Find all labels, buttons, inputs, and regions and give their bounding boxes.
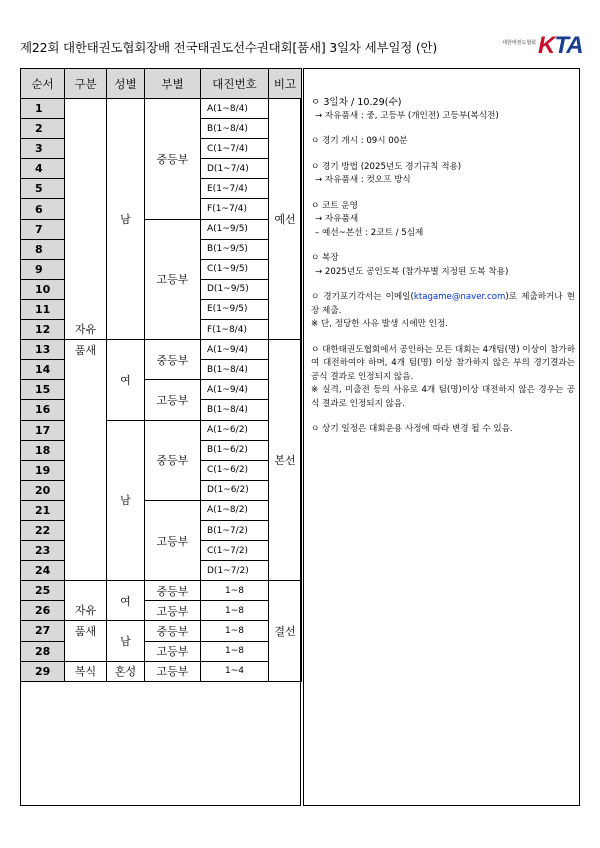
bracket-cell: A(1~9/4) (201, 380, 269, 400)
table-row (21, 641, 302, 661)
header-remark: 비고 (269, 69, 302, 99)
order-number: 15 (21, 380, 65, 400)
bracket-cell: E(1~7/4) (201, 179, 269, 199)
bracket-cell: F(1~7/4) (201, 199, 269, 219)
order-number: 4 (21, 159, 65, 179)
category-cell: 자유 (65, 99, 107, 340)
table-row (21, 340, 302, 360)
table-row (21, 581, 302, 601)
division-cell: 중등부 (145, 99, 201, 220)
order-number: 21 (21, 500, 65, 520)
bracket-cell: A(1~8/2) (201, 500, 269, 520)
gender-cell: 여 (107, 581, 145, 621)
bracket-cell: C(1~7/4) (201, 139, 269, 159)
bracket-cell: C(1~6/2) (201, 460, 269, 480)
bracket-cell: D(1~9/5) (201, 279, 269, 299)
info-change-note: ㅇ 상기 일정은 대회운용 사정에 따라 변경 될 수 있음. (311, 424, 513, 434)
table-row (21, 621, 302, 641)
info-official (311, 344, 575, 412)
info-panel (311, 96, 575, 449)
bracket-cell: 1~8 (201, 601, 269, 621)
gender-cell: 남 (107, 621, 145, 661)
remark-cell: 본선 (269, 340, 302, 581)
table-row (21, 500, 302, 520)
division-cell: 고등부 (145, 500, 201, 580)
withdraw-text-post: )로 제출하거나 현장 제출. (311, 292, 575, 316)
logo-ta: TA (554, 32, 583, 59)
order-number: 19 (21, 460, 65, 480)
order-number: 13 (21, 340, 65, 360)
info-uniform-title: ㅇ 복장 (311, 253, 339, 263)
logo-org-name: 대한태권도협회 (502, 40, 536, 46)
order-number: 6 (21, 199, 65, 219)
gender-cell: 여 (107, 340, 145, 420)
info-withdraw-note: ※ 단, 정당한 사유 발생 시에만 인정. (311, 319, 448, 329)
order-number: 23 (21, 541, 65, 561)
bracket-cell: 1~8 (201, 641, 269, 661)
info-change (311, 423, 575, 437)
kta-logo (494, 32, 583, 59)
bracket-cell: B(1~9/5) (201, 239, 269, 259)
bracket-cell: A(1~9/5) (201, 219, 269, 239)
category-cell: 품새 (65, 621, 107, 661)
info-court (311, 200, 575, 241)
division-cell: 중등부 (145, 340, 201, 380)
order-number: 16 (21, 400, 65, 420)
order-number: 7 (21, 219, 65, 239)
header-category: 구분 (65, 69, 107, 99)
info-court-detail1: → 자유품새 (315, 214, 359, 224)
schedule-table (20, 68, 302, 682)
info-method (311, 161, 575, 188)
email-link[interactable]: ktagame@naver.com (413, 292, 506, 302)
division-cell: 고등부 (145, 380, 201, 420)
info-day (311, 96, 575, 123)
order-number: 24 (21, 561, 65, 581)
bracket-cell: E(1~9/5) (201, 299, 269, 319)
info-uniform (311, 252, 575, 279)
gender-cell: 남 (107, 99, 145, 340)
bracket-cell: B(1~8/4) (201, 119, 269, 139)
gender-cell: 혼성 (107, 661, 145, 681)
order-number: 3 (21, 139, 65, 159)
order-number: 18 (21, 440, 65, 460)
order-number: 12 (21, 320, 65, 340)
logo-mark (538, 33, 583, 59)
bracket-cell: A(1~9/4) (201, 340, 269, 360)
info-official-note: ※ 실격, 미출전 등의 사유로 4개 팀(명)이상 대전하지 않은 경우는 공식 결과로 인정되지 않음. (311, 385, 575, 409)
division-cell: 중등부 (145, 420, 201, 500)
bracket-cell: A(1~8/4) (201, 99, 269, 119)
info-court-detail2: – 예선~본선 : 2코트 / 5심제 (315, 227, 424, 238)
order-number: 5 (21, 179, 65, 199)
division-cell: 중등부 (145, 621, 201, 641)
gender-cell: 남 (107, 420, 145, 581)
info-method-title: ㅇ 경기 방법 (2025년도 경기규칙 적용) (311, 161, 462, 172)
bracket-cell: B(1~7/2) (201, 520, 269, 540)
order-number: 8 (21, 239, 65, 259)
bracket-cell: B(1~8/4) (201, 360, 269, 380)
order-number: 14 (21, 360, 65, 380)
remark-cell: 예선 (269, 99, 302, 340)
info-withdraw (311, 291, 575, 332)
page-title: 제22회 대한태권도협회장배 전국태권도선수권대회[품새] 3일차 세부일정 (안) (20, 40, 438, 55)
order-number: 20 (21, 480, 65, 500)
table-row (21, 420, 302, 440)
info-uniform-detail: → 2025년도 공인도복 (참가부별 지정된 도복 착용) (315, 266, 509, 277)
info-withdraw-text (311, 291, 575, 318)
header-bracket: 대진번호 (201, 69, 269, 99)
category-cell: 자유 (65, 581, 107, 621)
bracket-cell: F(1~8/4) (201, 320, 269, 340)
info-day-detail: → 자유품새 : 중, 고등부 (개인전) 고등부(복식전) (315, 110, 499, 121)
bracket-cell: C(1~9/5) (201, 259, 269, 279)
remark-cell: 결선 (269, 581, 302, 681)
info-official-text: ㅇ 대한태권도협회에서 공인하는 모든 대회는 4개팀(명) 이상이 참가하여 대전하여야 하며, 4개 팀(명) 이상 참가하지 않은 부의 경기결과는 공식 결과로 인정되지 않음. (311, 344, 575, 382)
order-number: 10 (21, 279, 65, 299)
table-row (21, 380, 302, 400)
order-number: 2 (21, 119, 65, 139)
category-cell: 품새 (65, 340, 107, 581)
division-cell: 고등부 (145, 219, 201, 340)
division-cell: 고등부 (145, 641, 201, 661)
table-row (21, 99, 302, 119)
category-cell: 복식 (65, 661, 107, 681)
bracket-cell: B(1~8/4) (201, 400, 269, 420)
table-row (21, 219, 302, 239)
order-number: 1 (21, 99, 65, 119)
division-cell: 고등부 (145, 601, 201, 621)
info-method-detail: → 자유품새 : 컷오프 방식 (315, 175, 411, 185)
bracket-cell: 1~4 (201, 661, 269, 681)
info-start-text: ㅇ 경기 개시 : 09시 00분 (311, 136, 408, 146)
logo-k: K (538, 32, 555, 59)
table-header-row (21, 69, 302, 99)
order-number: 11 (21, 299, 65, 319)
bracket-cell: C(1~7/2) (201, 541, 269, 561)
bracket-cell: A(1~6/2) (201, 420, 269, 440)
header-order: 순서 (21, 69, 65, 99)
division-cell: 중등부 (145, 581, 201, 601)
table-row (21, 601, 302, 621)
order-number: 9 (21, 259, 65, 279)
order-number: 29 (21, 661, 65, 681)
order-number: 27 (21, 621, 65, 641)
header-division: 부별 (145, 69, 201, 99)
order-number: 25 (21, 581, 65, 601)
bracket-cell: D(1~6/2) (201, 480, 269, 500)
table-row (21, 661, 302, 681)
order-number: 17 (21, 420, 65, 440)
info-court-title: ㅇ 코트 운영 (311, 200, 358, 211)
bracket-cell: B(1~6/2) (201, 440, 269, 460)
info-start (311, 135, 575, 149)
bracket-cell: 1~8 (201, 621, 269, 641)
division-cell: 고등부 (145, 661, 201, 681)
info-day-title: ㅇ 3일차 / 10.29(수) (311, 97, 402, 108)
order-number: 26 (21, 601, 65, 621)
withdraw-text-pre: ㅇ 경기포기각서는 이메일( (311, 292, 414, 302)
bracket-cell: D(1~7/4) (201, 159, 269, 179)
order-number: 22 (21, 520, 65, 540)
bracket-cell: 1~8 (201, 581, 269, 601)
order-number: 28 (21, 641, 65, 661)
header-gender: 성별 (107, 69, 145, 99)
bracket-cell: D(1~7/2) (201, 561, 269, 581)
